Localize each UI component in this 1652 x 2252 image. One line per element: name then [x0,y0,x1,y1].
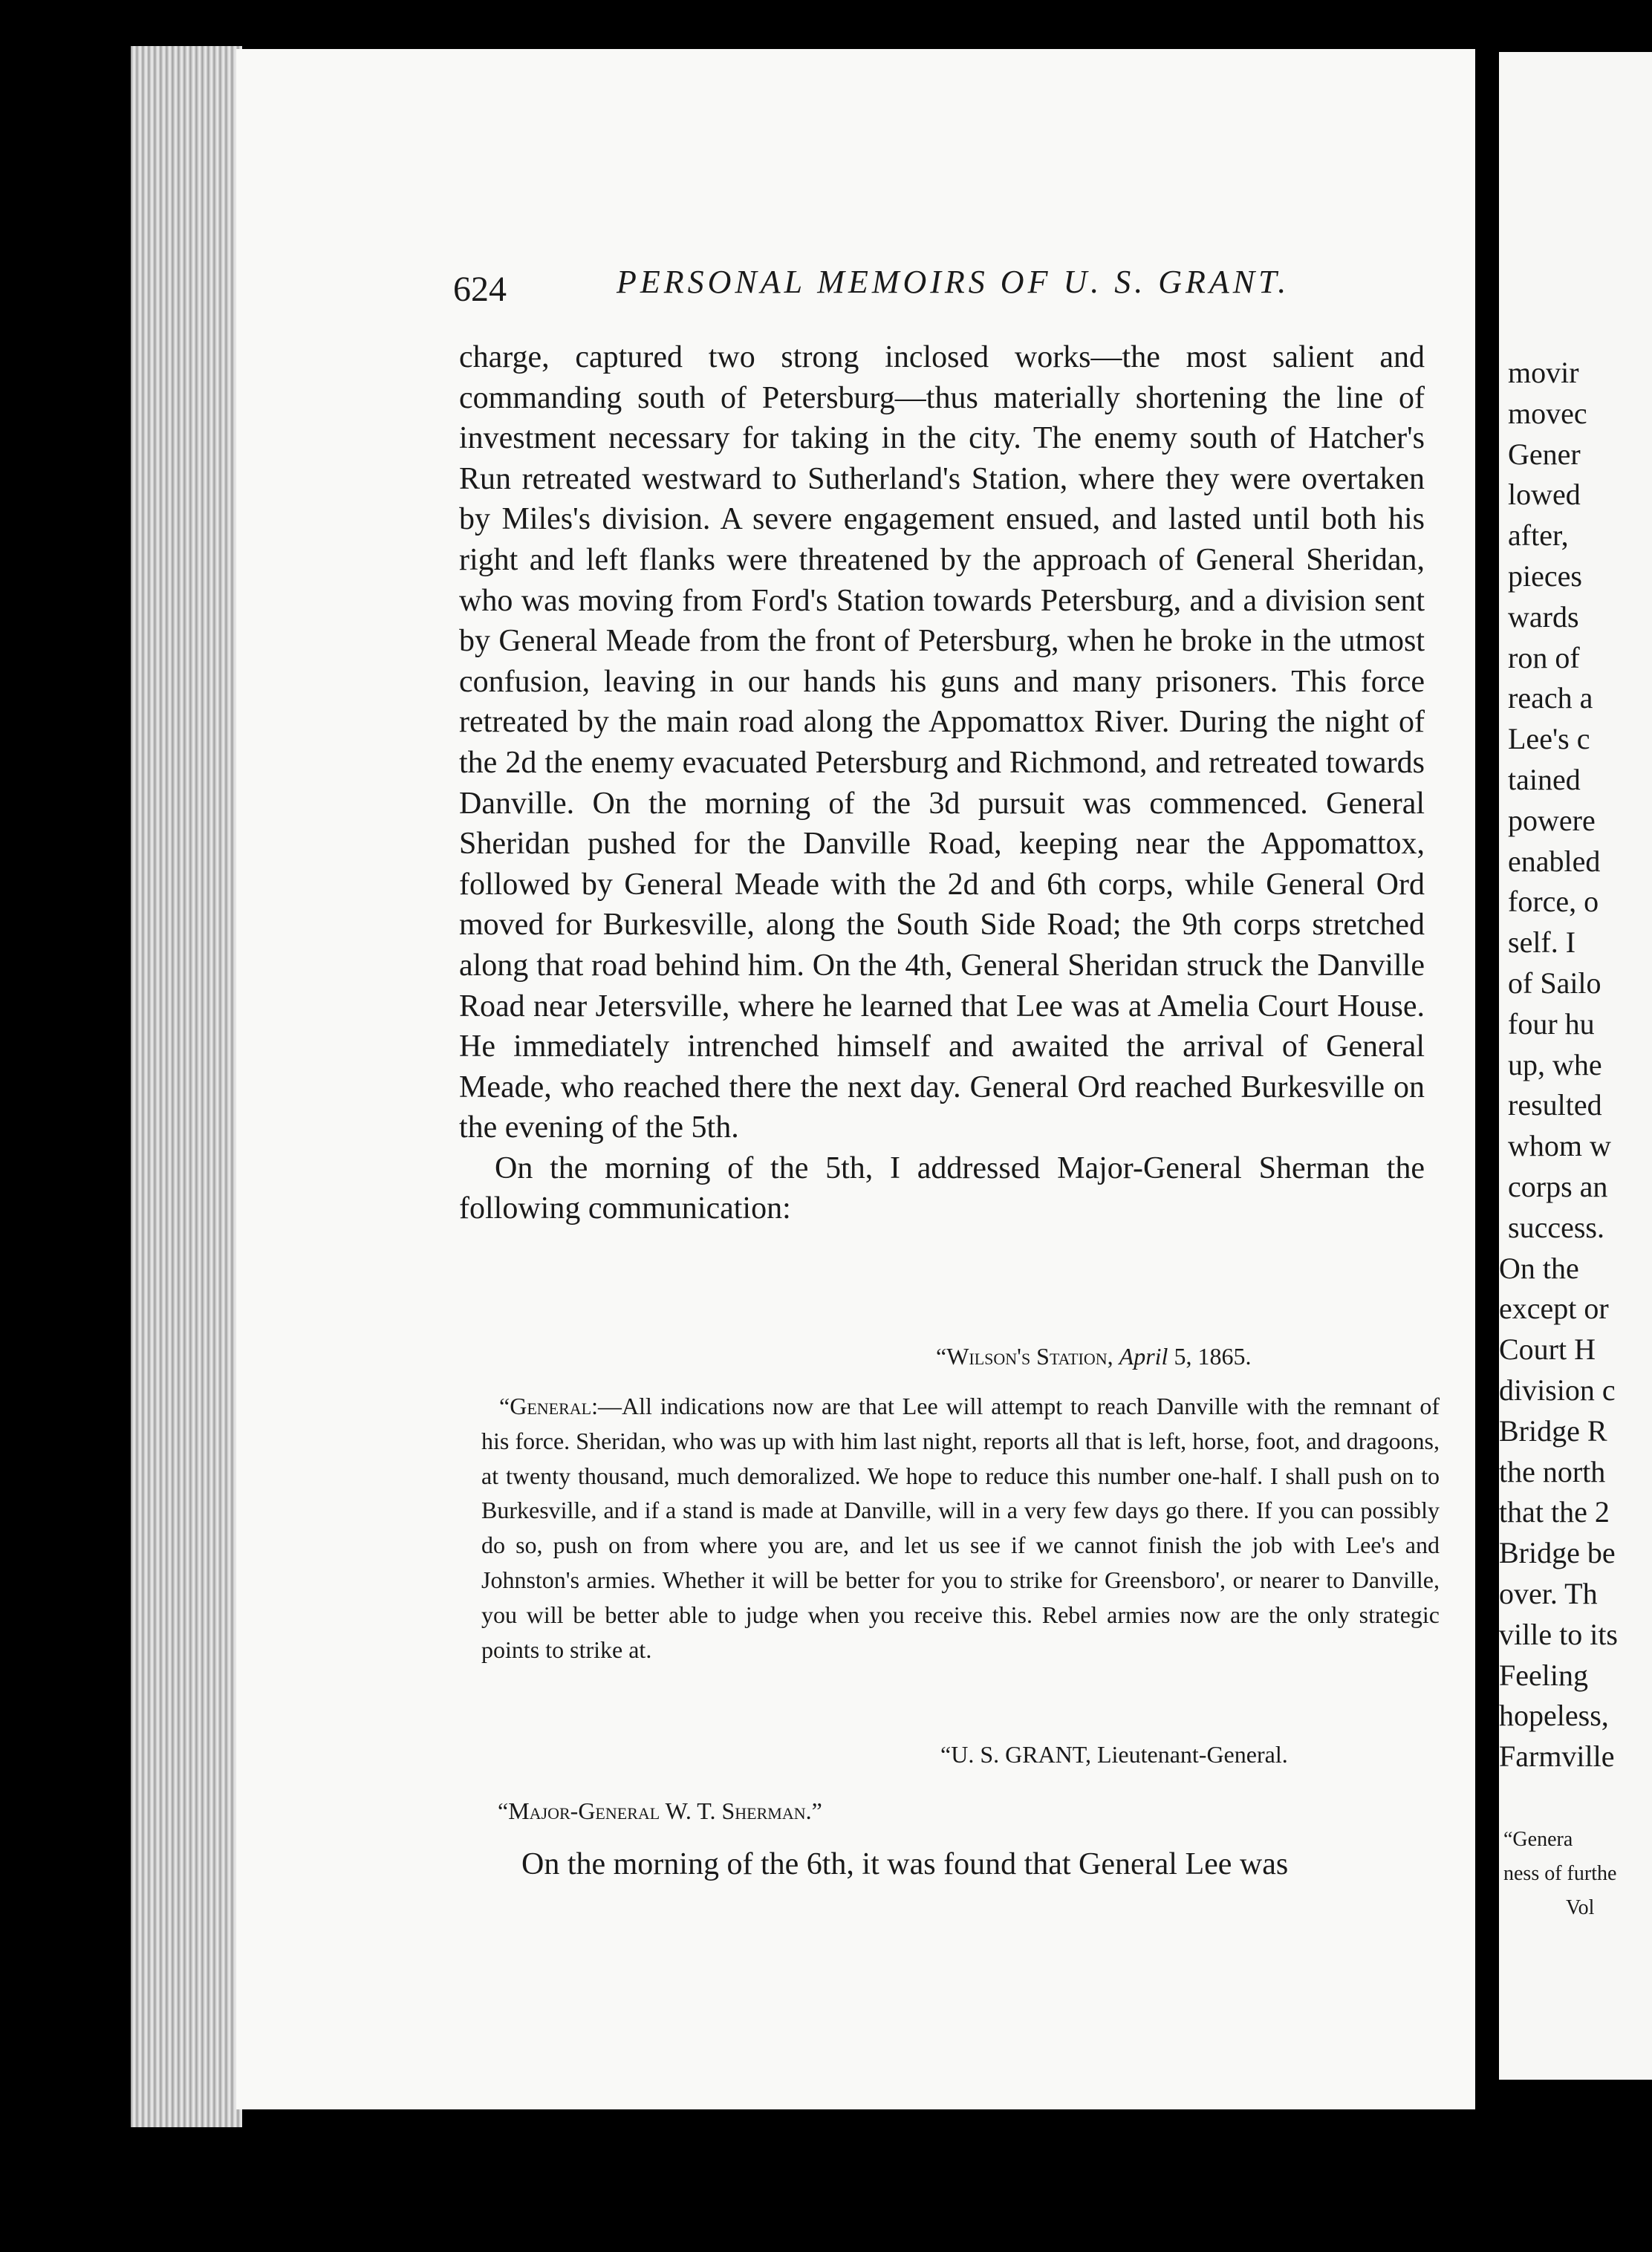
paragraph-1: charge, captured two strong inclosed works—the most salient and commanding south of Petersburg—thus materially shortening the line of investment necessary for taking in the city. The enemy south of Hatcher's Run retreated westward to Sutherland's Station, where they were overtaken by Miles's division. A severe engagement ensued, and lasted until both his right and left flanks were threatened by the approach of General Sheridan, who was moving from Ford's Station towards Petersburg, and a division sent by General Meade from the front of Petersburg, when he broke in the utmost confusion, leaving in our hands his guns and many prisoners. This force retreated by the main road along the Appomattox River. During the night of the 2d the enemy evacuated Petersburg and Richmond, and retreated towards Danville. On the morning of the 3d pursuit was commenced. General Sheridan pushed for the Danville Road, keeping near the Appomattox, followed by General Meade with the 2d and 6th corps, while General Ord moved for Burkesville, along the South Side Road; the 9th corps stretched along that road behind him. On the 4th, General Sheridan struck the Danville Road near Jetersville, where he learned that Lee was at Amelia Court House. He immediately intrenched himself and awaited the arrival of General Meade, who reached there the next day. General Ord reached Burkesville on the evening of the 5th. [459,340,1425,1145]
right-page-line: movec [1508,396,1587,430]
right-page-line: Bridge R [1499,1413,1607,1448]
right-page-line: force, o [1508,885,1599,919]
right-page-line: reach a [1508,681,1593,715]
right-page-line: movir [1508,356,1579,389]
right-page-line: that the 2 [1499,1495,1610,1529]
right-page-line: tained [1508,763,1581,796]
running-title: PERSONAL MEMOIRS OF U. S. GRANT. [617,264,1290,300]
paragraph-2: On the morning of the 5th, I addressed Major-General Sherman the following communication: [459,1151,1425,1226]
letter-salutation: “General [499,1393,592,1419]
right-page-line: Gener [1508,437,1581,471]
dateline-month: April [1119,1343,1168,1370]
right-page-line: except or [1499,1292,1609,1326]
right-page-line: resulted [1508,1088,1602,1122]
right-page-line: corps an [1508,1170,1608,1203]
right-page-line: Bridge be [1499,1536,1616,1570]
letter-signature: “U. S. GRANT, Lieutenant-General. [940,1741,1288,1768]
letter-text [481,1389,1440,1667]
right-page-line: hopeless, [1499,1699,1609,1733]
closing-line: On the morning of the 6th, it was found that General Lee was [521,1847,1289,1881]
right-page-line: Court H [1499,1332,1596,1367]
right-page-line: division c [1499,1373,1616,1407]
right-page-line: pieces [1508,559,1582,593]
right-page-footer-line: “Genera [1503,1828,1573,1851]
letter-addressee: “Major-General W. T. Sherman.” [498,1797,822,1824]
right-page-line: four hu [1508,1006,1595,1041]
right-page-line: of Sailo [1508,966,1601,1000]
dateline-place: “Wilson's Station, [936,1343,1113,1370]
right-page-line: Feeling [1499,1658,1588,1692]
page-number: 624 [453,270,507,309]
right-page [1499,52,1652,2080]
letter-dateline [936,1343,1251,1370]
right-page-line: powere [1508,803,1596,837]
right-page-footer-line: Vol [1566,1896,1595,1919]
right-page-line: Lee's c [1508,722,1590,756]
right-page-line: ron of [1508,640,1580,674]
right-page-line: wards [1508,599,1579,634]
letter-body [481,1389,1440,1667]
page-edges [131,46,242,2127]
right-page-line: success. [1508,1210,1604,1244]
letter-content: :—All indications now are that Lee will attempt to reach Danville with the remnant of his force. Sheridan, who was up with him last night, reports all that is left, horse, foot, and dragoons, at twenty thousand, much demoralized. We hope to reduce this number one-half. I shall push on to Burkesville, and if a stand is made at Danville, will in a very few days go there. If you can possibly do so, push on from where you are, and let us see if we cannot finish the job with Lee's and Johnston's armies. Whether it will be better for you to strike for Greensboro', or nearer to Danville, you will be better able to judge when you receive this. Rebel armies now are the only strategic points to strike at. [481,1393,1440,1663]
right-page-footer-line: ness of furthe [1503,1862,1617,1885]
right-page-line: up, whe [1508,1047,1602,1081]
right-page-line: the north [1499,1454,1606,1488]
right-page-line: over. Th [1499,1577,1598,1610]
right-page-line: self. I [1508,925,1576,960]
right-page-line: after, [1508,518,1569,553]
right-page-line: On the [1499,1251,1579,1285]
right-page-line: lowed [1508,478,1581,512]
right-page-line: ville to its [1499,1617,1618,1651]
main-text [459,337,1425,1229]
dateline-rest: 5, 1865. [1174,1343,1252,1370]
right-page-line: Farmville [1499,1740,1615,1774]
right-page-line: enabled [1508,844,1601,878]
right-page-line: whom w [1508,1129,1611,1163]
